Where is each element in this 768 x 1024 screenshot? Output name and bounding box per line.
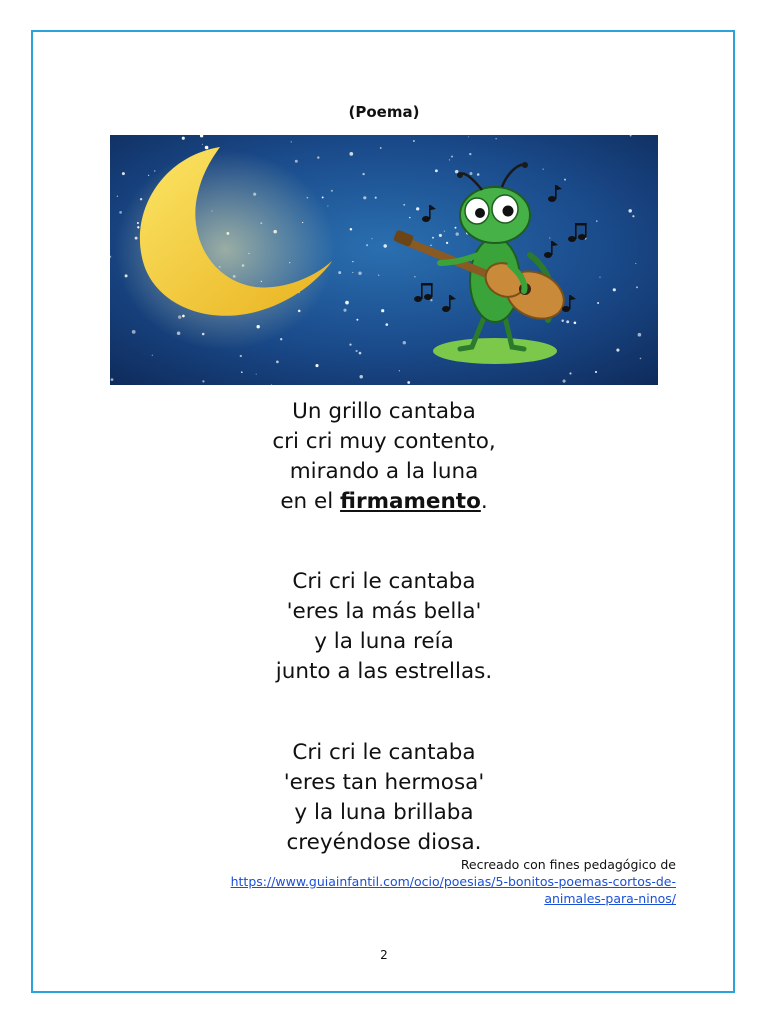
poem-line: junto a las estrellas. [275,659,493,684]
star [599,276,600,277]
star [345,301,349,305]
star [403,341,406,344]
poem-line: cri cri muy contento, [272,429,496,454]
star [383,244,386,247]
star [295,160,298,163]
star [435,169,438,172]
star [563,380,566,383]
star [432,237,434,239]
star [338,271,341,274]
star [358,272,362,276]
star [122,172,125,175]
star [352,261,353,262]
star [359,352,362,355]
star [256,374,257,375]
poem-line: y la luna brillaba [294,800,474,825]
star [640,358,642,360]
star [613,288,616,291]
star [371,238,372,239]
star [569,372,571,374]
star [455,227,457,229]
star [549,237,550,238]
star [470,172,473,175]
star [414,276,415,277]
star [148,175,149,176]
star [356,319,358,321]
poem-line-last [0,487,768,517]
poem-line: y la luna reía [314,629,454,654]
star [446,242,448,244]
star [322,196,324,198]
credit-text: Recreado con fines pedagógico de [460,857,676,872]
poem-stanza-1 [0,397,768,517]
poem-line: Un grillo cantaba [292,399,476,424]
star [636,286,638,288]
star [444,230,445,231]
star [111,378,114,381]
star [182,137,185,140]
star [352,272,353,273]
star [597,302,599,304]
star [635,263,636,264]
poem-line: creyéndose diosa. [286,830,482,855]
star [407,381,410,384]
star [350,228,353,231]
poem-line: Cri cri le cantaba [292,569,476,594]
star [315,364,318,367]
star [399,370,400,371]
page-number: 2 [380,948,388,962]
star [628,209,631,212]
star [451,156,453,158]
star [385,323,388,326]
star [132,330,136,334]
star [331,190,333,192]
star [495,138,496,139]
star [430,245,431,246]
star [202,380,204,382]
star [468,136,469,137]
star [152,355,153,356]
star [564,179,566,181]
star [542,168,543,169]
star [117,196,118,197]
night-sky-illustration [110,135,658,385]
star [561,320,563,322]
star [362,173,364,175]
star [449,159,450,160]
star [202,144,203,145]
star [632,215,634,217]
star [349,343,351,345]
source-credit [231,856,676,907]
star [349,152,353,156]
star [355,350,357,352]
star [596,220,598,222]
star [291,141,292,142]
poem-line-prefix: en el [280,489,341,514]
poem-line: 'eres la más bella' [286,599,482,624]
poem-line-suffix: . [480,489,488,514]
poem-line: mirando a la luna [289,459,479,484]
star [574,322,577,325]
star [469,153,471,155]
poem-stanza-3 [0,738,768,858]
star [363,196,366,199]
star [366,244,368,246]
star [616,349,619,352]
star [317,156,319,158]
star [378,275,379,276]
star [240,355,242,357]
poem-stanza-2 [0,567,768,687]
star [416,207,419,210]
star [381,309,384,312]
star [403,204,405,206]
star [439,234,442,237]
star [276,361,279,364]
star [430,299,432,301]
star [456,232,459,235]
star [205,146,209,150]
star [241,371,243,373]
star [380,147,382,149]
grass-pad [433,338,557,364]
star [595,371,597,373]
star [280,338,282,340]
source-link-continued[interactable]: animales-para-ninos/ [544,891,676,906]
star [375,197,377,199]
star [343,309,346,312]
star [409,217,410,218]
poem-line: Cri cri le cantaba [292,740,476,765]
star [119,211,122,214]
star [359,375,362,378]
star [566,320,569,323]
poem-heading: (Poema) [348,103,420,121]
source-link[interactable]: https://www.guiainfantil.com/ocio/poesias/5-bonitos-poemas-cortos-de- [230,874,676,889]
star [638,333,642,337]
keyword-firmamento: firmamento [340,489,481,514]
star [477,173,480,176]
poem-line: 'eres tan hermosa' [283,770,485,795]
star [413,140,415,142]
star [154,170,155,171]
star [327,206,328,207]
